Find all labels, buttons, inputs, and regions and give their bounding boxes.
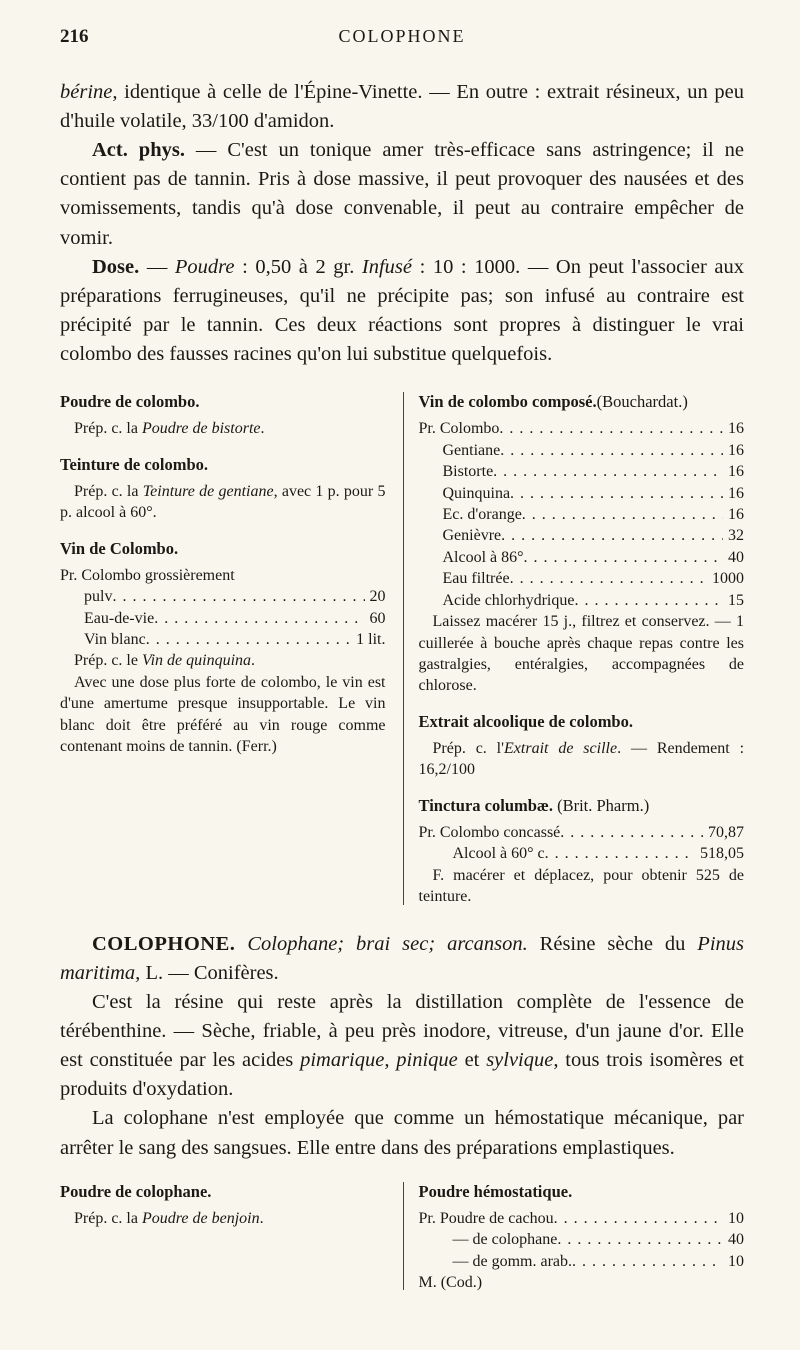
recipe-title-poudre-colombo: Poudre de colombo. — [60, 392, 200, 412]
column-divider — [403, 1182, 404, 1291]
prep-text: Prép. c. la — [74, 420, 142, 438]
dot-leader — [510, 568, 707, 589]
dose-lead: Dose. — [92, 255, 140, 278]
ingredient-name: pulv — [84, 588, 113, 606]
dot-leader — [112, 586, 364, 607]
prep-text: . — [259, 1209, 264, 1227]
prep-text: Prép. c. l' — [432, 740, 505, 757]
colophone-headword-paragraph — [60, 930, 744, 988]
paragraph-text: C'est la résine qui reste après la distillation complète de l'essence de térébenthine. — Sèche, friable, à peu près inodore, vitreuse, d'un jaune d'or. Elle est constituée par les acides — [60, 990, 744, 1072]
ingredient-name: Vin blanc — [84, 631, 146, 649]
ingredient-qty: 10 — [728, 1209, 744, 1227]
paragraph-text: et — [457, 1049, 487, 1072]
ingredient-row — [419, 440, 745, 461]
recipe-note: F. macérer et déplacez, pour obtenir 525 de teinture. — [418, 866, 744, 906]
ingredient-name: Acide chlorhydrique — [442, 591, 575, 609]
recipe-title-poudre-colophane: Poudre de colophane. — [60, 1181, 212, 1201]
ingredient-row — [419, 568, 745, 589]
dot-leader — [499, 418, 723, 439]
recipe-note: Laissez macérer 15 j., filtrez et conservez. — 1 cuillerée à bouche après chaque repas contre les gastralgies, entéralgies, accompagnées de chlorose. — [418, 613, 744, 695]
ingredient-row — [419, 822, 745, 843]
paragraph-text: identique à celle de l'Épine-Vinette. — En outre : extrait résineux, un peu d'huile volatile, 33/100 d'amidon. — [60, 81, 744, 133]
paragraph-text: : 0,50 à 2 gr. — [234, 255, 362, 278]
recipe-title-vin-compose — [419, 391, 745, 413]
dot-leader — [574, 590, 723, 611]
recipes-right-column — [419, 389, 745, 908]
prep-text: . — [260, 420, 265, 438]
colophone-headword: COLOPHONE. — [92, 932, 236, 955]
act-phys-lead: Act. phys. — [92, 139, 185, 162]
prep-text: . — Rendement : 16,2/100 — [418, 740, 745, 779]
ingredient-name: Bistorte — [442, 463, 494, 481]
paragraph-text: , tous trois isomères et produits d'oxydation. — [60, 1049, 744, 1101]
ingredient-qty: 10 — [728, 1252, 744, 1270]
recipe-title-vin-colombo: Vin de Colombo. — [60, 538, 179, 558]
colophone-synonyms: Colophane; brai sec; arcanson. — [235, 932, 528, 955]
prep-text: Prép. c. le — [74, 652, 142, 670]
dot-leader — [501, 525, 723, 546]
ingredient-qty: 1 lit. — [356, 631, 386, 649]
dot-leader — [500, 440, 723, 461]
ingredient-qty: 40 — [728, 548, 744, 566]
ingredient-qty: 16 — [728, 484, 744, 502]
ingredient-row — [419, 461, 745, 482]
poudre-term: Poudre — [174, 255, 235, 278]
dot-leader — [510, 483, 723, 504]
bottom-left-column — [60, 1179, 386, 1294]
species-name: Pinus maritima, — [60, 932, 744, 984]
dot-leader — [522, 504, 723, 525]
ingredient-name: Ec. d'orange — [442, 505, 522, 523]
poudre-bistorte-ref: Poudre de bistorte — [141, 420, 261, 438]
recipe-source: (Bouchardat.) — [596, 392, 688, 412]
paragraph-text: Résine sèche du — [527, 932, 698, 955]
extrait-scille-ref: Extrait de scille — [504, 740, 618, 757]
ingredient-row — [419, 1208, 745, 1229]
ingredient-qty: 1000 — [712, 570, 744, 588]
ingredient-row — [60, 629, 386, 650]
ingredient-row — [419, 547, 745, 568]
vin-quinquina-ref: Vin de quinquina — [141, 652, 252, 670]
bottom-right-column — [419, 1179, 745, 1294]
dot-leader — [146, 629, 351, 650]
acid-names: pimarique, pinique — [300, 1049, 458, 1072]
ingredient-name: Alcool à 86° — [442, 548, 524, 566]
recipe-title-text: Vin de colombo composé. — [418, 392, 597, 412]
ingredient-qty: 16 — [728, 505, 744, 523]
dot-leader — [545, 843, 695, 864]
ingredient-qty: 40 — [728, 1231, 744, 1249]
recipes-two-columns — [60, 389, 744, 908]
ingredient-line: Pr. Colombo grossièrement — [60, 566, 235, 584]
page-header — [60, 26, 744, 52]
ingredient-qty: 32 — [728, 527, 744, 545]
ingredient-qty: 20 — [369, 588, 386, 606]
dot-leader — [154, 608, 364, 629]
paragraph-text: : 10 : 1000. — On peut l'associer aux préparations ferrugineuses, qu'il ne précipite pas; son infusé au contraire est précipité par le tannin. Ces deux réactions sont propres à distinguer le vrai colombo des fausses racines qu'on lui substitue quelquefois. — [60, 255, 744, 365]
dot-leader — [560, 822, 703, 843]
recipe-prep — [60, 481, 386, 524]
prep-text: Prép. c. la — [74, 482, 143, 500]
ingredient-name: Pr. Colombo concassé — [418, 823, 561, 841]
running-title: COLOPHONE — [338, 26, 466, 46]
colophone-section — [60, 930, 744, 1163]
ingredient-qty: 60 — [369, 609, 386, 627]
paragraph-text: — — [139, 255, 175, 278]
ingredient-name: Eau-de-vie — [84, 609, 155, 627]
ingredient-row — [419, 590, 745, 611]
recipes-left-column — [60, 389, 386, 908]
dot-leader — [493, 461, 723, 482]
ingredient-qty: 16 — [728, 420, 744, 438]
ingredient-name: Pr. Colombo — [418, 420, 500, 438]
ingredient-qty: 15 — [728, 591, 744, 609]
ingredient-name: Genièvre — [442, 527, 502, 545]
ingredient-row — [419, 843, 745, 864]
paragraph-text: L. — Conifères. — [140, 961, 279, 984]
ingredient-name: — de gomm. arab. — [452, 1252, 573, 1270]
ingredient-name: Gentiane — [442, 441, 501, 459]
berine-term: bérine, — [60, 81, 118, 103]
dot-leader — [524, 547, 723, 568]
dot-leader — [557, 1229, 723, 1250]
recipe-prep — [60, 1208, 386, 1229]
ingredient-name: Quinquina — [442, 484, 511, 502]
dot-leader — [554, 1208, 723, 1229]
intro-paragraph-1 — [60, 78, 744, 136]
ingredient-qty: 16 — [728, 441, 744, 459]
bottom-recipes-two-columns — [60, 1179, 744, 1294]
poudre-benjoin-ref: Poudre de benjoin — [141, 1209, 260, 1227]
recipe-title-teinture-colombo: Teinture de colombo. — [60, 454, 209, 474]
colophone-description-paragraph — [60, 988, 744, 1104]
acid-name-sylvique: sylvique — [486, 1049, 554, 1072]
column-divider — [403, 392, 404, 905]
ingredient-qty: 70,87 — [708, 823, 744, 841]
page-number: 216 — [60, 26, 89, 47]
ingredient-row — [419, 525, 745, 546]
teinture-gentiane-ref: Teinture de gentiane — [142, 482, 274, 500]
recipe-source: (Brit. Pharm.) — [552, 795, 650, 815]
ingredient-row — [60, 608, 386, 629]
infuse-term: Infusé — [361, 255, 413, 278]
recipe-signature: M. (Cod.) — [418, 1274, 483, 1292]
recipe-title-poudre-hemostatique: Poudre hémostatique. — [418, 1181, 573, 1201]
ingredient-qty: 16 — [728, 463, 744, 481]
recipe-title-tinctura-columbae — [419, 795, 745, 817]
ingredient-row — [419, 418, 745, 439]
recipe-title-text: Tinctura columbæ. — [418, 795, 553, 815]
action-physiologique-paragraph — [60, 136, 744, 252]
ingredient-row — [419, 1229, 745, 1250]
colophone-usage-paragraph: La colophane n'est employée que comme un hémostatique mécanique, par arrêter le sang des sangsues. Elle entre dans des préparations emplastiques. — [60, 1107, 744, 1159]
dose-paragraph — [60, 253, 744, 369]
ingredient-name: Eau filtrée — [442, 570, 510, 588]
ingredient-qty: 518,05 — [700, 845, 744, 863]
ingredient-row — [60, 586, 386, 607]
recipe-title-extrait-alcoolique: Extrait alcoolique de colombo. — [418, 711, 633, 731]
prep-text: Prép. c. la — [74, 1209, 142, 1227]
recipe-prep — [60, 418, 386, 439]
prep-text: , avec 1 p. pour 5 p. alcool à 60°. — [60, 482, 386, 522]
ingredient-name: — de colophane — [452, 1231, 558, 1249]
ingredient-row — [419, 504, 745, 525]
ingredient-row — [419, 1251, 745, 1272]
prep-text: . — [251, 652, 256, 670]
dot-leader — [572, 1251, 723, 1272]
ingredient-name: Alcool à 60° c — [452, 845, 545, 863]
ingredient-name: Pr. Poudre de cachou — [418, 1209, 554, 1227]
ingredient-row — [419, 483, 745, 504]
recipe-prep — [419, 738, 745, 781]
paragraph-text: — C'est un tonique amer très-efficace sans astringence; il ne contient pas de tannin. Pris à dose massive, il peut provoquer des nausées et des vomissements, tandis qu'à dose convenable, il peut au contraire empêcher de vomir. — [60, 139, 744, 249]
recipe-note: Avec une dose plus forte de colombo, le vin est d'une amertume presque insupportable. Le vin blanc doit être préféré au vin rouge comme contenant moins de tannin. (Ferr.) — [60, 673, 386, 756]
recipe-prep — [60, 650, 386, 671]
